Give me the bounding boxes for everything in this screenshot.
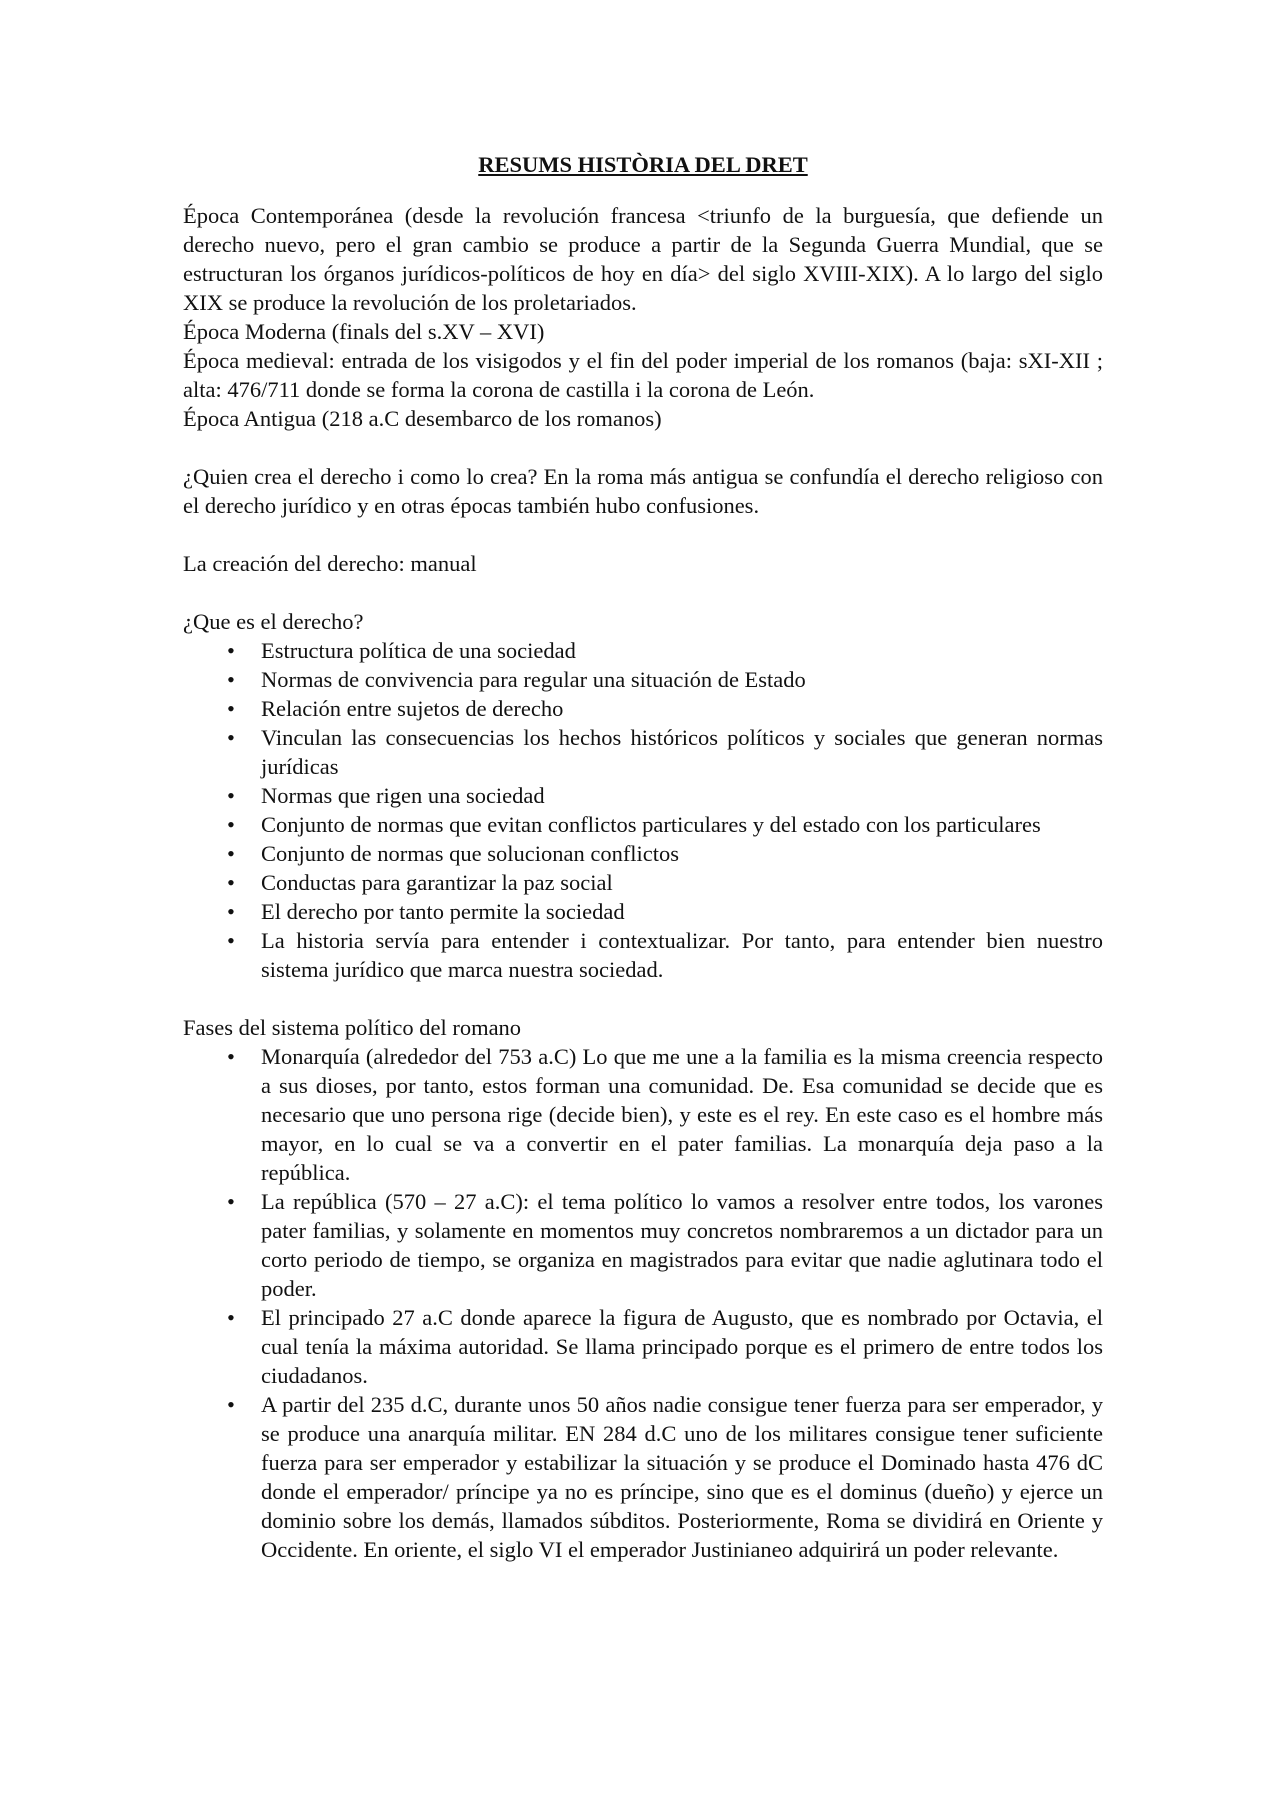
intro-antigua: Época Antigua (218 a.C desembarco de los romanos) [183, 406, 662, 431]
bullet-icon: • [227, 667, 235, 692]
question-paragraph: ¿Quien crea el derecho i como lo crea? En la roma más antigua se confundía el derecho religioso con el derecho jurídico y en otras épocas también hubo confusiones. [183, 464, 1103, 518]
list-item-text: El derecho por tanto permite la sociedad [261, 899, 625, 924]
intro-moderna: Época Moderna (finals del s.XV – XVI) [183, 319, 545, 344]
list-item [183, 868, 1103, 897]
list-item [183, 810, 1103, 839]
paragraph-spacer [183, 578, 1103, 607]
list-item [183, 897, 1103, 926]
bullet-icon: • [227, 783, 235, 808]
list-item-text: Relación entre sujetos de derecho [261, 696, 564, 721]
list-item-text: La historia servía para entender i contextualizar. Por tanto, para entender bien nuestro sistema jurídico que marca nuestra sociedad. [261, 928, 1103, 982]
list-item-text: Estructura política de una sociedad [261, 638, 576, 663]
phases-heading: Fases del sistema político del romano [183, 1015, 522, 1040]
bullet-icon: • [227, 1392, 235, 1417]
bullet-icon: • [227, 1305, 235, 1330]
list-item [183, 1390, 1103, 1564]
bullet-icon: • [227, 725, 235, 750]
list-item [183, 636, 1103, 665]
bullet-icon: • [227, 812, 235, 837]
list-item [183, 1187, 1103, 1303]
intro-medieval: Época medieval: entrada de los visigodos y el fin del poder imperial de los romanos (baja: sXI-XII ; alta: 476/711 donde se forma la corona de castilla i la corona de León. [183, 348, 1103, 402]
bullet-icon: • [227, 928, 235, 953]
list-item-text: A partir del 235 d.C, durante unos 50 años nadie consigue tener fuerza para ser emperador, y se produce una anarquía militar. EN 284 d.C uno de los militares consigue tener suficiente fuerza para ser emperador y estabilizar la situación y se produce el Dominado hasta 476 dC donde el emperador/ príncipe ya no es príncipe, sino que es el dominus (dueño) y ejerce un dominio sobre los demás, llamados súbditos. Posteriormente, Roma se dividirá en Oriente y Occidente. En oriente, el siglo VI el emperador Justinianeo adquirirá un poder relevante. [261, 1392, 1103, 1562]
list-item-text: Conductas para garantizar la paz social [261, 870, 613, 895]
list-item-text: Normas que rigen una sociedad [261, 783, 545, 808]
document-title: RESUMS HISTÒRIA DEL DRET [478, 152, 808, 177]
bullet-icon: • [227, 638, 235, 663]
bullet-icon: • [227, 1189, 235, 1214]
list-item-text: Conjunto de normas que evitan conflictos particulares y del estado con los particulares [261, 812, 1041, 837]
paragraph-spacer [183, 984, 1103, 1013]
list-item [183, 723, 1103, 781]
bullet-icon: • [227, 870, 235, 895]
list-item-text: Conjunto de normas que solucionan conflictos [261, 841, 680, 866]
list-item [183, 665, 1103, 694]
document-page [183, 150, 1103, 1564]
list-item [183, 694, 1103, 723]
list-item [183, 839, 1103, 868]
paragraph-spacer [183, 520, 1103, 549]
paragraph-spacer [183, 433, 1103, 462]
bullet-icon: • [227, 899, 235, 924]
list-item-text: Vinculan las consecuencias los hechos históricos políticos y sociales que generan normas jurídicas [261, 725, 1103, 779]
list-item-text: Normas de convivencia para regular una situación de Estado [261, 667, 806, 692]
what-is-law-heading: ¿Que es el derecho? [183, 609, 364, 634]
list-item-text: La república (570 – 27 a.C): el tema político lo vamos a resolver entre todos, los varones pater familias, y solamente en momentos muy concretos nombraremos a un dictador para un corto periodo de tiempo, se organiza en magistrados para evitar que nadie aglutinara todo el poder. [261, 1189, 1103, 1301]
bullet-icon: • [227, 696, 235, 721]
what-is-law-list [183, 636, 1103, 984]
list-item-text: Monarquía (alrededor del 753 a.C) Lo que me une a la familia es la misma creencia respecto a sus dioses, por tanto, estos forman una comunidad. De. Esa comunidad se decide que es necesario que uno persona rige (decide bien), y este es el rey. En este caso es el hombre más mayor, en lo cual se va a convertir en el pater familias. La monarquía deja paso a la república. [261, 1044, 1103, 1185]
list-item [183, 926, 1103, 984]
bullet-icon: • [227, 841, 235, 866]
list-item [183, 1042, 1103, 1187]
bullet-icon: • [227, 1044, 235, 1069]
list-item [183, 1303, 1103, 1390]
intro-contemporanea: Época Contemporánea (desde la revolución francesa <triunfo de la burguesía, que defiende un derecho nuevo, pero el gran cambio se produce a partir de la Segunda Guerra Mundial, que se estructuran los órganos jurídicos-políticos de hoy en día> del siglo XVIII-XIX). A lo largo del siglo XIX se produce la revolución de los proletariados. [183, 203, 1103, 315]
list-item-text: El principado 27 a.C donde aparece la figura de Augusto, que es nombrado por Octavia, el cual tenía la máxima autoridad. Se llama principado porque es el primero de entre todos los ciudadanos. [261, 1305, 1103, 1388]
list-item [183, 781, 1103, 810]
creation-line: La creación del derecho: manual [183, 551, 477, 576]
phases-list [183, 1042, 1103, 1564]
